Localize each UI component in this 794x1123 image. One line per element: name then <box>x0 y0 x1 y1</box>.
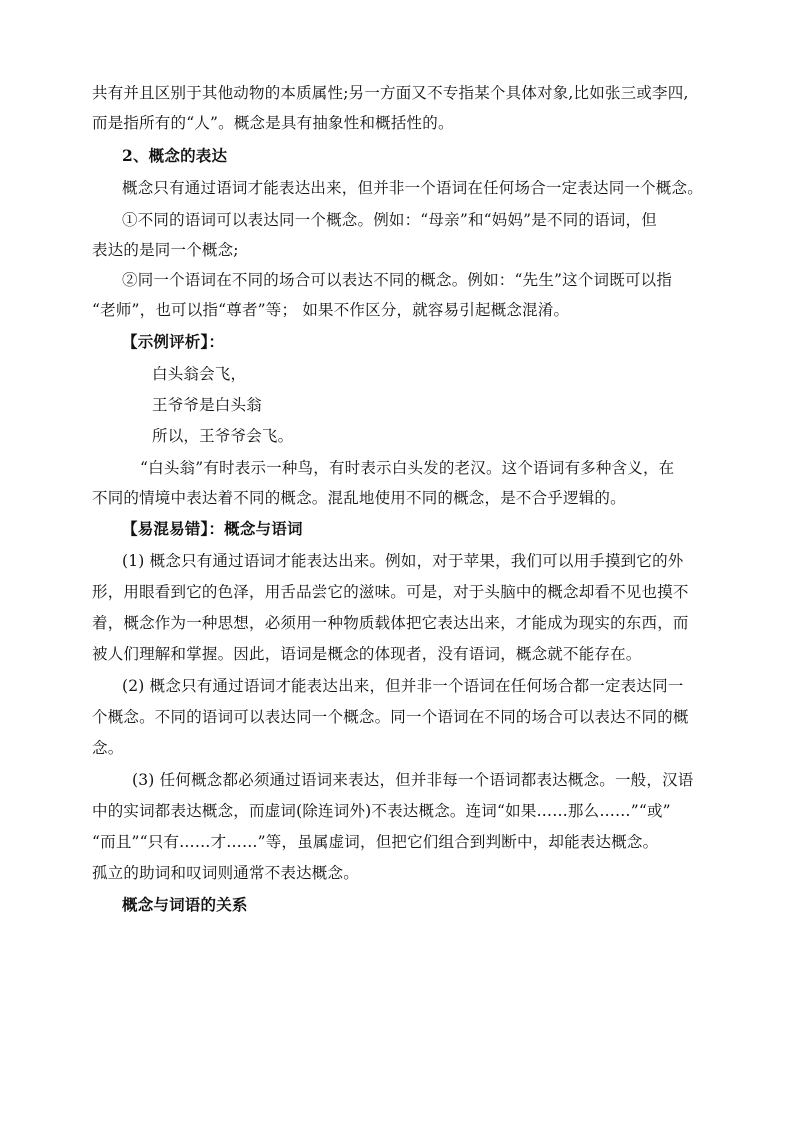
example-line-3: 所以，王爷爷会飞。 <box>152 427 294 445</box>
item-2-line-2: “老师”，也可以指“尊者”等； 如果不作区分，就容易引起概念混淆。 <box>92 301 570 319</box>
section-heading: 2、概念的表达 <box>122 146 228 165</box>
confusion-heading: 【易混易错】：概念与语词 <box>122 519 303 538</box>
point-3-line-1: (3) 任何概念都必须通过语词来表达，但并非每一个语词都表达概念。一般，汉语 <box>132 771 694 789</box>
point-3-line-4: 孤立的助词和叹词则通常不表达概念。 <box>92 864 359 882</box>
item-1-line-1: ①不同的语词可以表达同一个概念。例如：“母亲”和“妈妈”是不同的语词，但 <box>122 211 657 229</box>
paragraph-expression: 概念只有通过语词才能表达出来，但并非一个语词在任何场合一定表达同一个概念。 <box>122 179 703 197</box>
point-3-line-2: 中的实词都表达概念，而虚词(除连词外)不表达概念。连词“如果……那么……”“或” <box>92 802 671 820</box>
point-1-line-3: 着，概念作为一种思想，必须用一种物质载体把它表达出来，才能成为现实的东西，而 <box>92 614 689 632</box>
point-2-line-2: 个概念。不同的语词可以表达同一个概念。同一个语词在不同的场合可以表达不同的概 <box>92 708 689 726</box>
intro-line-2: 而是指所有的“人”。概念是具有抽象性和概括性的。 <box>92 114 454 132</box>
analysis-line-2: 不同的情境中表达着不同的概念。混乱地使用不同的概念，是不合乎逻辑的。 <box>92 489 626 507</box>
point-2-line-1: (2) 概念只有通过语词才能表达出来，但并非一个语词在任何场合都一定表达同一 <box>122 677 684 695</box>
point-3-line-3: “而且”“只有……才……”等，虽属虚词，但把它们组合到判断中，却能表达概念。 <box>92 833 659 851</box>
example-line-2: 王爷爷是白头翁 <box>152 396 262 414</box>
example-line-1: 白头翁会飞， <box>152 365 247 383</box>
closing-heading: 概念与词语的关系 <box>122 895 248 914</box>
item-1-line-2: 表达的是同一个概念; <box>92 241 239 259</box>
intro-line-1: 共有并且区别于其他动物的本质属性;另一方面又不专指某个具体对象,比如张三或李四, <box>92 84 689 102</box>
item-2-line-1: ②同一个语词在不同的场合可以表达不同的概念。例如：“先生”这个词既可以指 <box>122 271 673 289</box>
analysis-line-1: “白头翁”有时表示一种鸟，有时表示白头发的老汉。这个语词有多种含义，在 <box>140 459 675 477</box>
point-1-line-4: 被人们理解和掌握。因此，语词是概念的体现者，没有语词，概念就不能存在。 <box>92 645 642 663</box>
point-1-line-1: (1) 概念只有通过语词才能表达出来。例如，对于苹果，我们可以用手摸到它的外 <box>122 552 684 570</box>
example-heading: 【示例评析】： <box>122 332 225 351</box>
point-1-line-2: 形，用眼看到它的色泽，用舌品尝它的滋味。可是，对于头脑中的概念却看不见也摸不 <box>92 583 689 601</box>
point-2-line-3: 念。 <box>92 739 124 757</box>
